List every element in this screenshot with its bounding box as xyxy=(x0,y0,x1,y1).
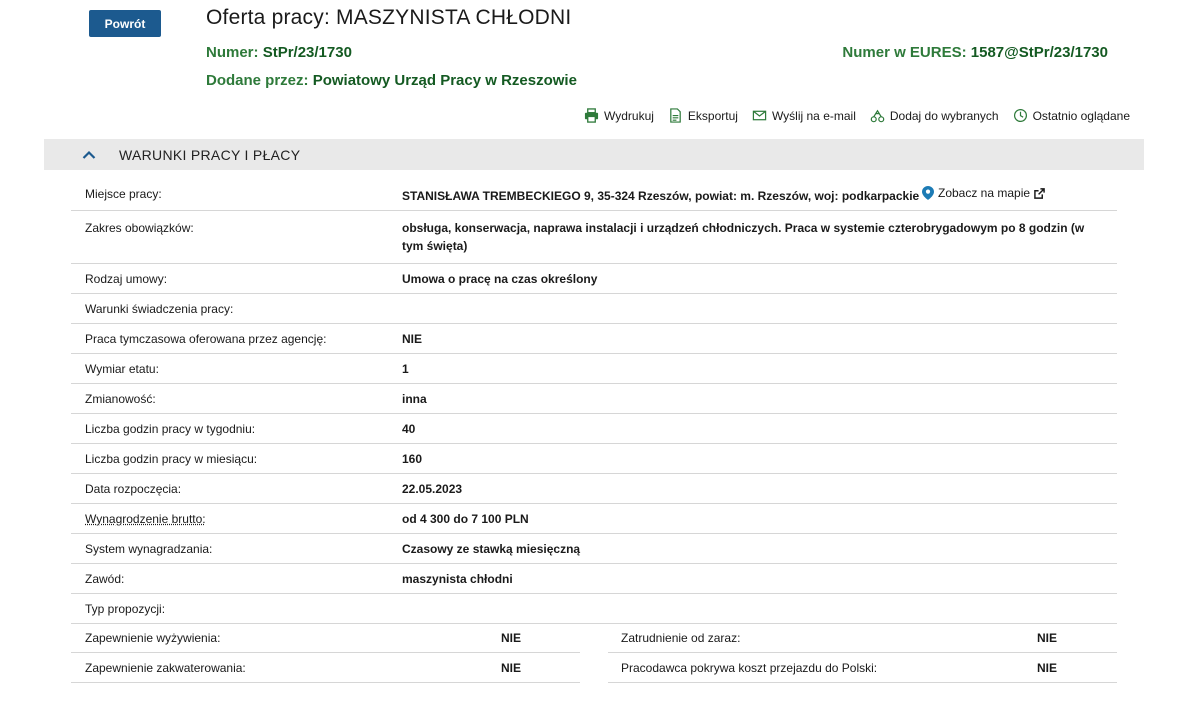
table-row xyxy=(71,384,1117,414)
row-label: Zakres obowiązków: xyxy=(85,221,194,235)
offer-number-value: StPr/23/1730 xyxy=(262,44,352,61)
row-value: obsługa, konserwacja, naprawa instalacji i urządzeń chłodniczych. Praca w systemie czterobrygadowym po 8 godzin (w tym święta) xyxy=(402,221,1085,253)
back-button[interactable]: Powrót xyxy=(89,10,161,37)
email-action[interactable] xyxy=(752,108,856,123)
print-label: Wydrukuj xyxy=(604,108,654,123)
row-label: Rodzaj umowy: xyxy=(85,271,168,286)
eures-number-label: Numer w EURES: xyxy=(842,44,971,61)
row-value: NIE xyxy=(501,660,522,675)
map-link[interactable] xyxy=(922,186,1045,200)
external-link-icon xyxy=(1034,188,1045,199)
table-row xyxy=(71,444,1117,474)
row-value: NIE xyxy=(402,331,423,346)
row-label: Liczba godzin pracy w miesiącu: xyxy=(85,451,258,466)
row-label: Zatrudnienie od zaraz: xyxy=(621,630,741,645)
row-value: maszynista chłodni xyxy=(402,571,513,586)
added-by-value: Powiatowy Urząd Pracy w Rzeszowie xyxy=(312,72,577,89)
export-action[interactable] xyxy=(668,108,738,123)
table-row xyxy=(71,504,1117,534)
detail-cell xyxy=(608,623,1117,653)
detail-cell xyxy=(608,653,1117,683)
row-label: Zmianowość: xyxy=(85,391,156,406)
recent-label: Ostatnio oglądane xyxy=(1032,108,1130,123)
table-row xyxy=(71,653,1117,683)
page-title: Oferta pracy: MASZYNISTA CHŁODNI xyxy=(206,6,572,29)
table-row xyxy=(71,414,1117,444)
row-label: Praca tymczasowa oferowana przez agencję: xyxy=(85,331,327,346)
table-row xyxy=(71,594,1117,624)
table-row xyxy=(71,211,1117,264)
row-label: Data rozpoczęcia: xyxy=(85,481,182,496)
eures-number-value: 1587@StPr/23/1730 xyxy=(970,44,1108,61)
table-row xyxy=(71,534,1117,564)
row-value: od 4 300 do 7 100 PLN xyxy=(402,511,529,526)
added-by xyxy=(206,72,577,89)
offer-number xyxy=(206,44,352,61)
row-value: NIE xyxy=(501,630,522,645)
detail-cell xyxy=(71,653,580,683)
conditions-table xyxy=(71,180,1117,624)
table-row xyxy=(71,623,1117,653)
detail-cell xyxy=(71,623,580,653)
table-row xyxy=(71,294,1117,324)
row-label: System wynagradzania: xyxy=(85,541,213,556)
table-row xyxy=(71,564,1117,594)
export-pdf-icon xyxy=(668,108,683,123)
add-favorite-icon xyxy=(870,108,885,123)
salary-label-tooltip[interactable] xyxy=(71,512,402,526)
favorite-action[interactable] xyxy=(870,108,999,123)
export-label: Eksportuj xyxy=(687,108,738,123)
row-label: Zapewnienie wyżywienia: xyxy=(85,630,221,645)
section-header-toggle[interactable] xyxy=(44,139,1144,170)
row-value: STANISŁAWA TREMBECKIEGO 9, 35-324 Rzeszów, powiat: m. Rzeszów, woj: podkarpackie xyxy=(402,189,920,203)
row-value: 1 xyxy=(402,361,409,376)
row-label: Liczba godzin pracy w tygodniu: xyxy=(85,421,256,436)
row-value: 40 xyxy=(402,421,416,436)
row-label: Miejsce pracy: xyxy=(85,187,162,201)
row-value: 160 xyxy=(402,451,423,466)
row-label: Zapewnienie zakwaterowania: xyxy=(85,660,246,675)
eures-number xyxy=(842,44,1108,61)
table-row xyxy=(71,180,1117,211)
table-row xyxy=(71,474,1117,504)
row-label: Pracodawca pokrywa koszt przejazdu do Polski: xyxy=(621,660,878,675)
clock-icon xyxy=(1013,108,1028,123)
offer-number-label: Numer: xyxy=(206,44,263,61)
row-value: inna xyxy=(402,391,427,406)
table-row xyxy=(71,324,1117,354)
row-value: 22.05.2023 xyxy=(402,481,463,496)
table-row xyxy=(71,264,1117,294)
row-value: Czasowy ze stawką miesięczną xyxy=(402,541,581,556)
row-label: Zawód: xyxy=(85,571,125,586)
section-title: WARUNKI PRACY I PŁACY xyxy=(119,146,301,163)
chevron-up-icon xyxy=(82,148,96,162)
added-by-label: Dodane przez: xyxy=(206,72,313,89)
map-pin-icon xyxy=(922,186,934,200)
row-label: Wynagrodzenie brutto: xyxy=(85,511,206,526)
row-value: NIE xyxy=(1037,630,1058,645)
map-link-label: Zobacz na mapie xyxy=(938,186,1031,200)
printer-icon xyxy=(584,108,599,123)
action-bar xyxy=(584,108,1130,123)
print-action[interactable] xyxy=(584,108,654,123)
row-label: Wymiar etatu: xyxy=(85,361,159,376)
row-label: Warunki świadczenia pracy: xyxy=(85,301,234,316)
recent-action[interactable] xyxy=(1013,108,1130,123)
row-label: Typ propozycji: xyxy=(85,601,166,616)
table-row xyxy=(71,354,1117,384)
proposal-details xyxy=(71,623,1117,683)
email-label: Wyślij na e-mail xyxy=(771,108,856,123)
row-value: Umowa o pracę na czas określony xyxy=(402,271,598,286)
favorite-label: Dodaj do wybranych xyxy=(889,108,999,123)
envelope-icon xyxy=(752,108,767,123)
row-value: NIE xyxy=(1037,660,1058,675)
